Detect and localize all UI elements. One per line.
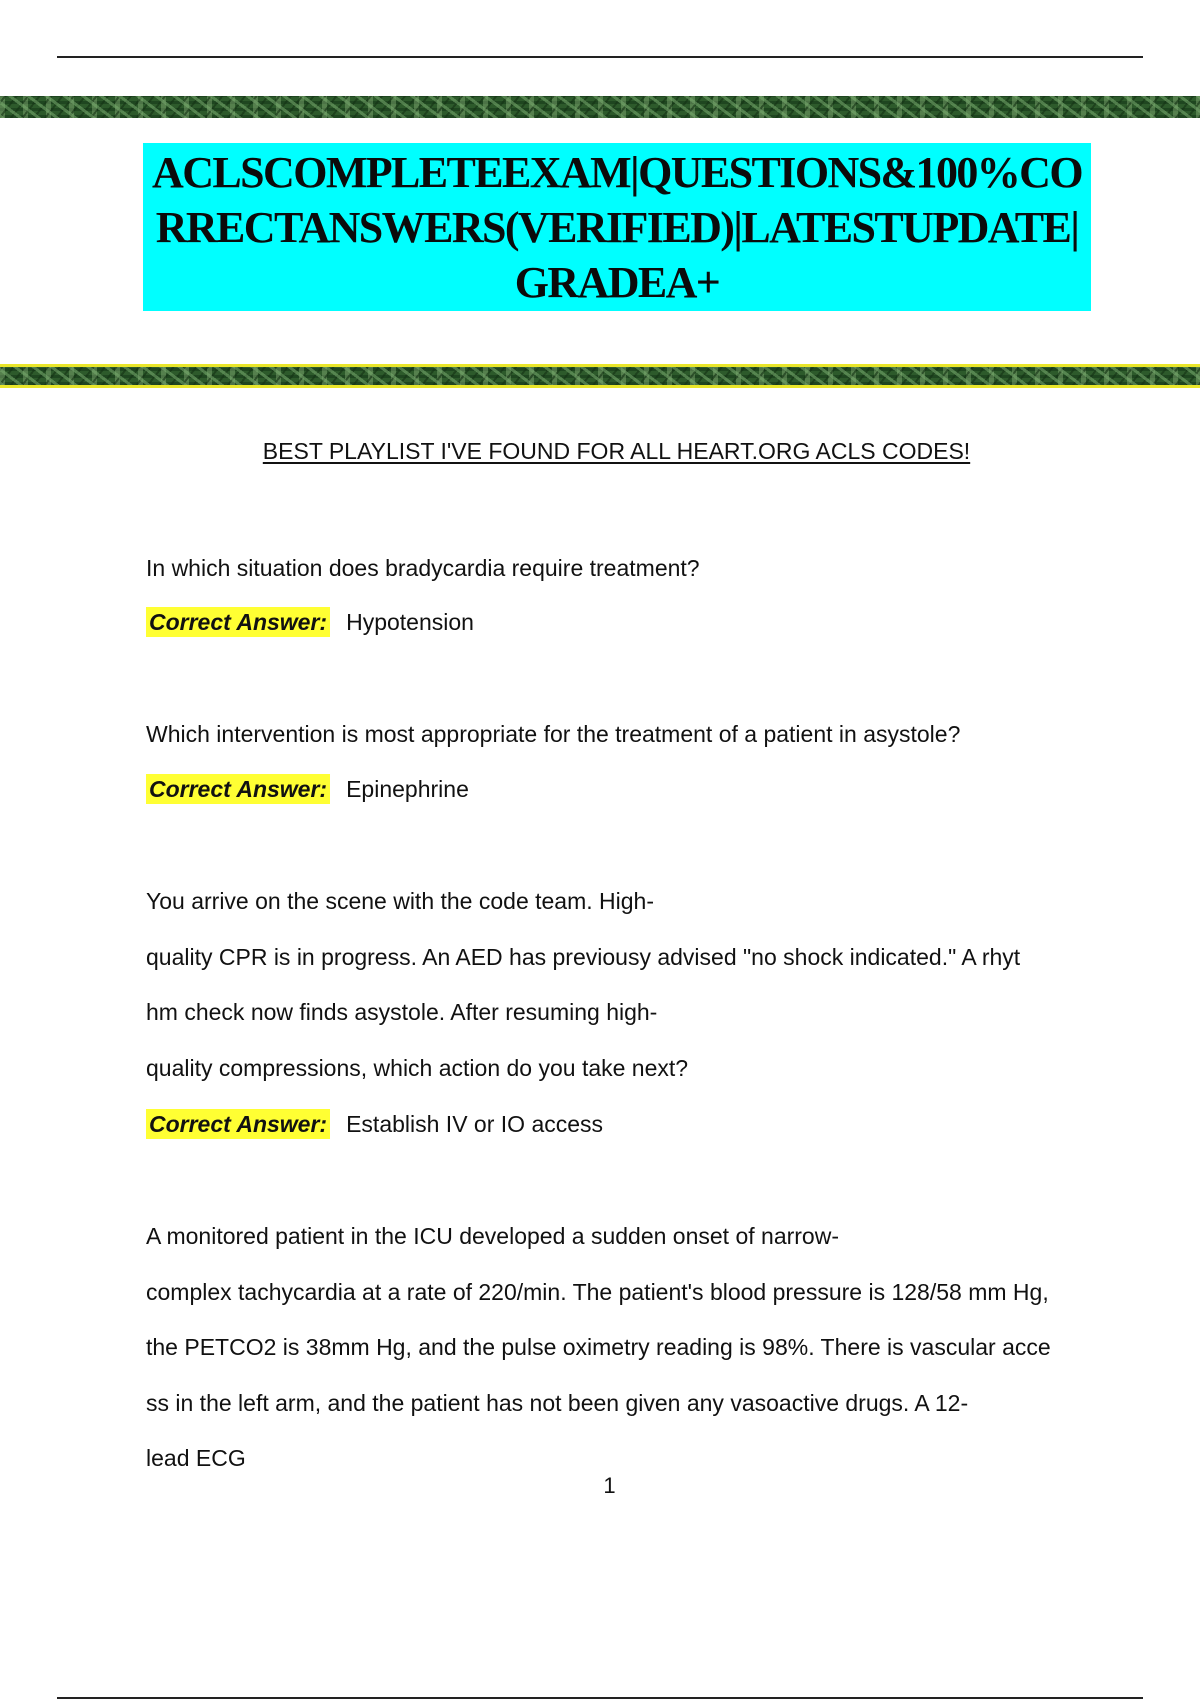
question-line: complex tachycardia at a rate of 220/min. The patient's blood pressure is 128/58 mm Hg, — [146, 1279, 1049, 1305]
answer-row — [146, 774, 469, 804]
question-line: quality compressions, which action do you take next? — [146, 1055, 689, 1081]
question-line: Which intervention is most appropriate for the treatment of a patient in asystole? — [146, 721, 961, 747]
answer-row — [146, 1109, 603, 1139]
question-line: quality CPR is in progress. An AED has previousy advised "no shock indicated." A rhyt — [146, 944, 1021, 970]
question-line: hm check now finds asystole. After resuming high- — [146, 999, 658, 1025]
question-line: ss in the left arm, and the patient has not been given any vasoactive drugs. A 12- — [146, 1390, 969, 1416]
correct-answer-label: Correct Answer: — [146, 774, 330, 804]
decorative-band-top — [0, 96, 1200, 118]
title-banner — [143, 143, 1091, 311]
question-line: You arrive on the scene with the code team. High- — [146, 888, 654, 914]
header-rule — [57, 56, 1143, 58]
question-line: In which situation does bradycardia require treatment? — [146, 555, 700, 581]
page-number: 1 — [603, 1473, 616, 1498]
correct-answer-label: Correct Answer: — [146, 607, 330, 637]
playlist-link[interactable]: BEST PLAYLIST I'VE FOUND FOR ALL HEART.ORG ACLS CODES! — [262, 438, 971, 464]
question-line: A monitored patient in the ICU developed a sudden onset of narrow- — [146, 1223, 839, 1249]
answer-text: Establish IV or IO access — [346, 1111, 604, 1137]
decorative-band-bottom — [0, 364, 1200, 388]
correct-answer-label: Correct Answer: — [146, 1109, 330, 1139]
footer-rule — [57, 1697, 1143, 1699]
answer-text: Hypotension — [346, 609, 474, 635]
answer-row — [146, 607, 474, 637]
question-line: the PETCO2 is 38mm Hg, and the pulse oximetry reading is 98%. There is vascular acce — [146, 1334, 1051, 1360]
answer-text: Epinephrine — [346, 776, 469, 802]
document-title: ACLSCOMPLETEEXAM|QUESTIONS&100%CORRECTANSWERS(VERIFIED)|LATESTUPDATE|GRADEA+ — [152, 147, 1082, 307]
question-line: lead ECG — [146, 1445, 246, 1471]
